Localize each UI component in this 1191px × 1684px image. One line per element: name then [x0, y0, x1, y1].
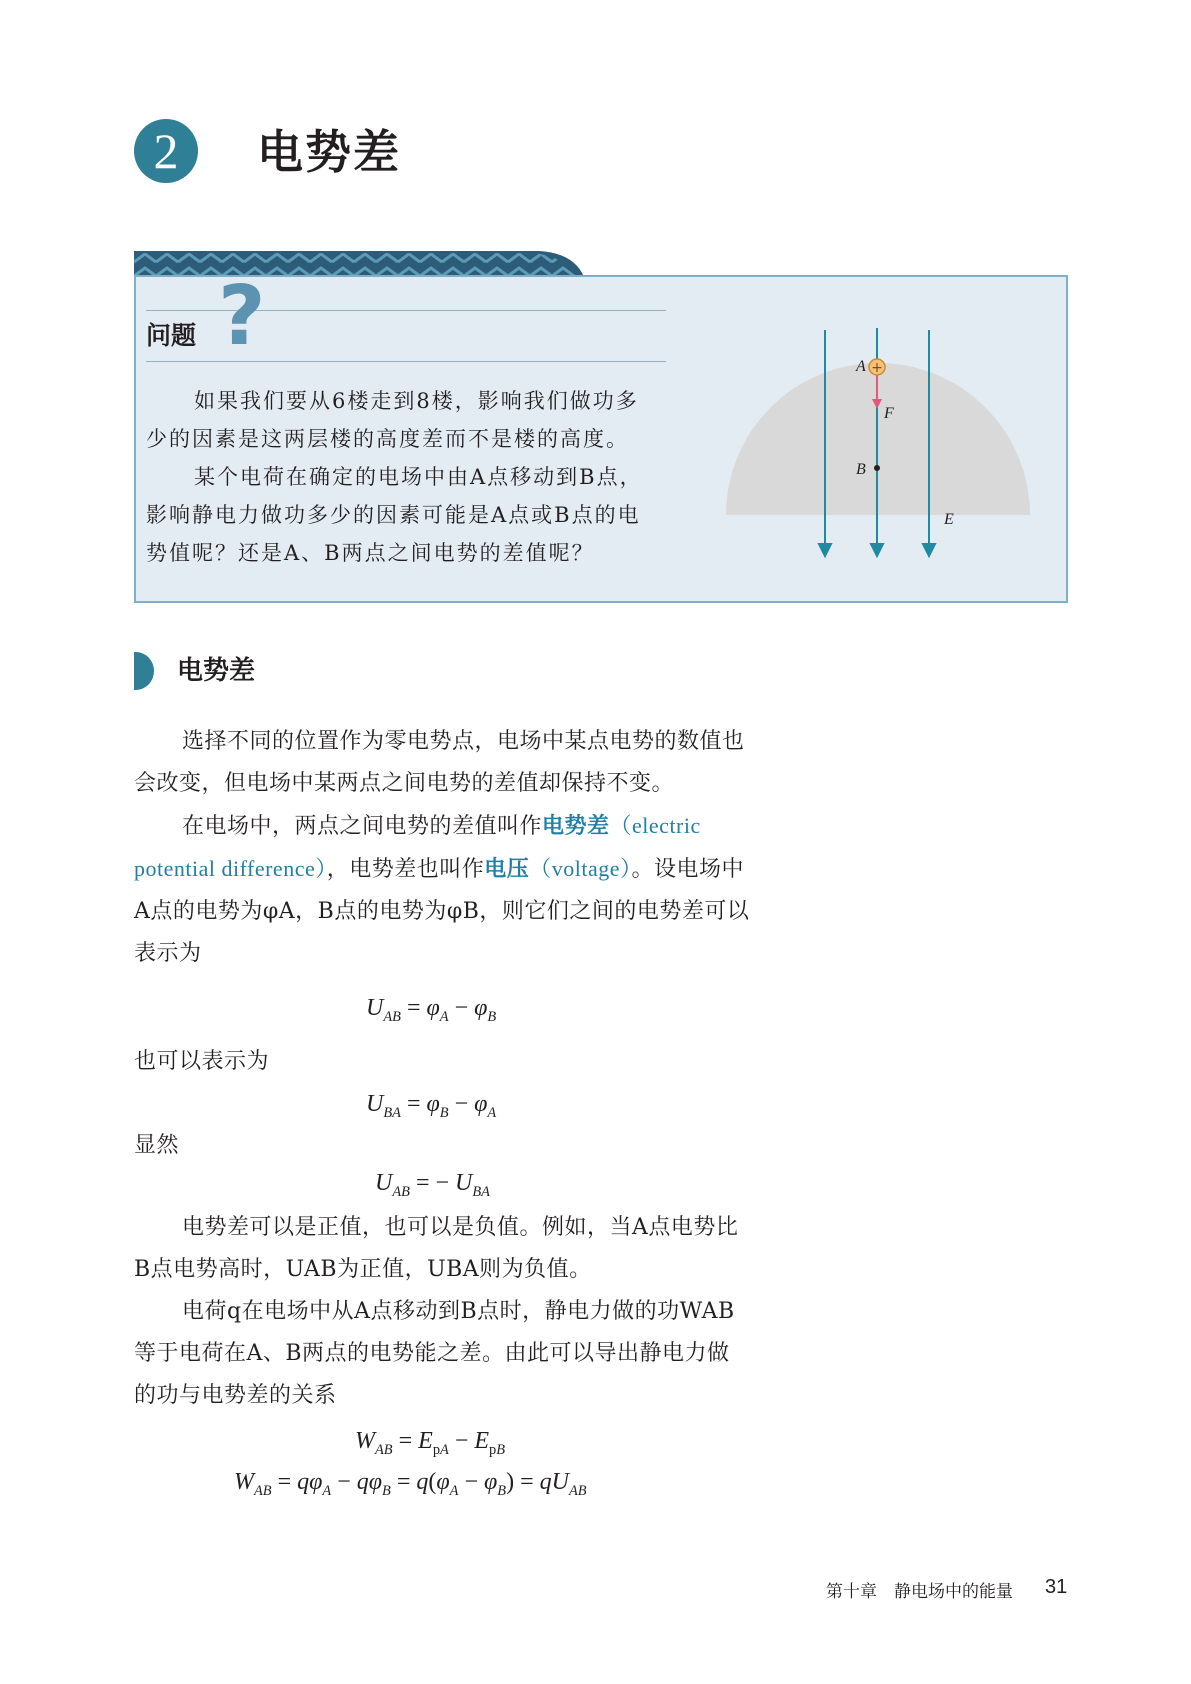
label-B: B [856, 461, 866, 478]
label-F: F [884, 405, 894, 422]
equation-uba: $U_{BA} = \varphi_B - \varphi_A$ [366, 1091, 497, 1121]
electric-field-figure [720, 310, 1040, 570]
body-obviously-text: 显然 [134, 1133, 180, 1158]
equation-work-voltage: $W_{AB} = q\varphi_A - q\varphi_B = q(\varphi_A - \varphi_B) = qU_{AB}$ [234, 1469, 587, 1499]
english-voltage: （voltage） [529, 856, 632, 881]
equation-work-energy: $W_{AB} = E_{pA} - E_{pB}$ [355, 1428, 506, 1458]
body-paragraph-1 [134, 721, 750, 805]
question-mark-icon: ? [218, 269, 266, 364]
keyword-potential-difference: 电势差 [542, 814, 610, 839]
body-paragraph-4-text: 电荷q在电场中从A点移动到B点时，静电力做的功WAB等于电荷在A、B两点的电势能之差。由此可以导出静电力做的功与电势差的关系 [134, 1299, 735, 1408]
field-arrow-right [923, 544, 935, 556]
body-paragraph-4 [134, 1291, 750, 1417]
page-number: 31 [1045, 1576, 1068, 1598]
body-obviously-line [134, 1125, 750, 1167]
problem-label: 问题 [146, 321, 197, 350]
problem-paragraph-1: 如果我们要从6楼走到8楼，影响我们做功多少的因素是这两层楼的高度差而不是楼的高度。 [146, 389, 639, 451]
section-title: 电势差 [257, 125, 401, 179]
keyword-voltage: 电压 [484, 857, 530, 882]
equation-uab: $U_{AB} = \varphi_A - \varphi_B$ [366, 995, 497, 1025]
body-also-line [134, 1041, 750, 1083]
field-arrow-left [819, 544, 831, 556]
body-also-text: 也可以表示为 [134, 1049, 270, 1074]
problem-text [146, 382, 661, 572]
section-number-badge: 2 [134, 119, 198, 183]
footer-chapter: 第十章 静电场中的能量 [826, 1582, 1013, 1602]
body-paragraph-2 [134, 805, 750, 975]
equation-uab-neg-uba: $U_{AB}$ = − $U_{BA}$ [375, 1170, 490, 1200]
point-B-dot [874, 465, 880, 471]
body-p2-start: 在电场中，两点之间电势的差值叫作 [182, 814, 543, 839]
body-paragraph-3 [134, 1207, 750, 1291]
subsection-title: 电势差 [177, 656, 256, 686]
body-paragraph-3-text: 电势差可以是正值，也可以是负值。例如，当A点电势比B点电势高时，UAB为正值，UBA则为负值。 [134, 1215, 739, 1282]
english-potential-difference: （electric potential difference） [134, 813, 701, 881]
problem-zigzag-banner [134, 251, 584, 277]
body-paragraph-1-text: 选择不同的位置作为零电势点，电场中某点电势的数值也会改变，但电场中某两点之间电势的差值却保持不变。 [134, 729, 745, 796]
charge-sign: + [871, 360, 883, 376]
problem-paragraph-2: 某个电荷在确定的电场中由A点移动到B点，影响静电力做功多少的因素可能是A点或B点的电势值呢？还是A、B两点之间电势的差值呢？ [146, 465, 643, 565]
body-p2-end: 。设电场中A点的电势为φA，B点的电势为φB，则它们之间的电势差可以表示为 [134, 857, 750, 966]
body-p2-middle: ，电势差也叫作 [326, 857, 485, 882]
label-E: E [944, 511, 954, 528]
label-A: A [856, 358, 866, 375]
field-arrow-middle [871, 544, 883, 556]
subsection-marker-icon [134, 652, 154, 690]
